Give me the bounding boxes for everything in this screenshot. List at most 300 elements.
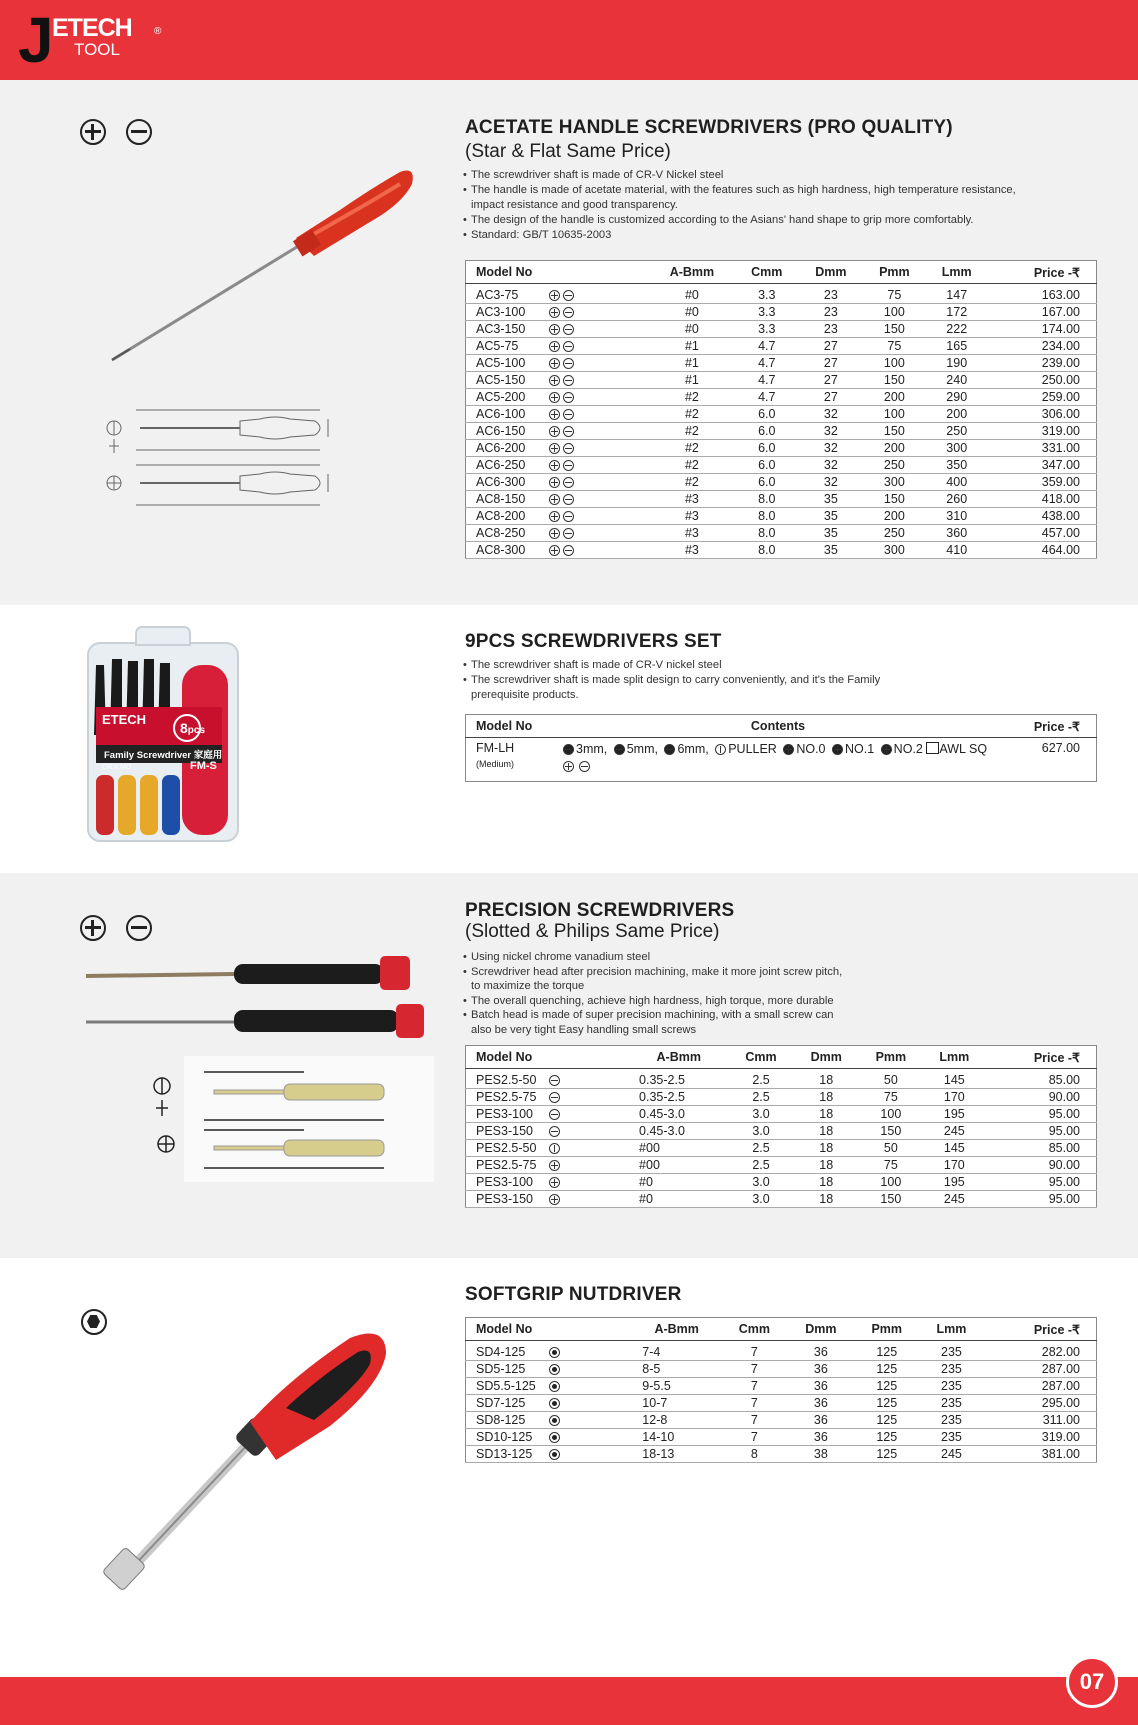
sec3-subtitle: (Slotted & Philips Same Price) [465, 921, 720, 942]
value-cell: 7 [721, 1344, 787, 1361]
model-cell [466, 304, 650, 321]
value-cell: 125 [854, 1395, 919, 1412]
footer-bar [0, 1677, 1138, 1725]
value-cell: 235 [919, 1429, 983, 1446]
phillips-icon [80, 915, 106, 941]
phillips-icon [549, 1194, 560, 1205]
model-cell [466, 542, 650, 559]
value-cell: 4.7 [735, 355, 799, 372]
value-cell: 239.00 [988, 355, 1097, 372]
model-no: SD5.5-125 [476, 1379, 536, 1393]
value-cell: 282.00 [984, 1344, 1097, 1361]
value-cell: #1 [649, 372, 735, 389]
value-cell: 200 [863, 389, 926, 406]
value-cell: 250 [926, 423, 988, 440]
value-cell: 319.00 [984, 1429, 1097, 1446]
table-row [466, 1140, 1097, 1157]
slotted-icon [563, 392, 574, 403]
value-cell: 3.0 [728, 1191, 793, 1208]
slotted-icon [549, 1109, 560, 1120]
model-no: PES3-100 [476, 1175, 533, 1189]
table-row [466, 1429, 1097, 1446]
value-cell: 240 [926, 372, 988, 389]
phillips-icon [549, 443, 560, 454]
value-cell: 18 [794, 1174, 859, 1191]
table-row [466, 474, 1097, 491]
bullet: prerequisite products. [471, 689, 579, 701]
package-count-number: 8 [180, 720, 188, 736]
model-cell [466, 1344, 633, 1361]
value-cell: 172 [926, 304, 988, 321]
value-cell: 222 [926, 321, 988, 338]
col-price: Price -₹ [988, 261, 1097, 284]
value-cell: 8.0 [735, 491, 799, 508]
value-cell: 2.5 [728, 1072, 793, 1089]
col-d: Dmm [794, 1046, 859, 1069]
table-row [466, 338, 1097, 355]
model-cell [466, 491, 650, 508]
model-no: PES3-150 [476, 1124, 533, 1138]
value-cell: 85.00 [986, 1072, 1097, 1089]
table-row [466, 1344, 1097, 1361]
model-cell [466, 406, 650, 423]
value-cell: 235 [919, 1361, 983, 1378]
value-cell: 9-5.5 [632, 1378, 721, 1395]
value-cell: 38 [788, 1446, 854, 1463]
slotted-icon [563, 375, 574, 386]
value-cell: 4.7 [735, 338, 799, 355]
bullet: • Batch head is made of super precision machining, with a small screw can [463, 1008, 842, 1023]
model-cell [466, 1429, 633, 1446]
col-model: Model No [466, 1046, 630, 1069]
puller-icon [715, 744, 726, 755]
table-row [466, 1157, 1097, 1174]
value-cell: 7-4 [632, 1344, 721, 1361]
value-cell: 359.00 [988, 474, 1097, 491]
table-header [466, 1318, 1097, 1341]
value-cell: 18-13 [632, 1446, 721, 1463]
value-cell: #3 [649, 491, 735, 508]
model-cell [466, 440, 650, 457]
slotted-icon [563, 511, 574, 522]
sec2-bullets [463, 658, 880, 703]
value-cell: 300 [863, 474, 926, 491]
value-cell: 410 [926, 542, 988, 559]
bullet: • The screwdriver shaft is made split design to carry conveniently, and it's the Family [463, 673, 880, 688]
phillips-icon [549, 1160, 560, 1171]
value-cell: #0 [649, 287, 735, 304]
value-cell: 0.45-3.0 [629, 1123, 728, 1140]
value-cell: 418.00 [988, 491, 1097, 508]
slotted-icon [563, 477, 574, 488]
sec4-title: SOFTGRIP NUTDRIVER [465, 1284, 682, 1305]
package-count-unit: pcs [187, 725, 206, 736]
value-cell: 235 [919, 1395, 983, 1412]
awl-icon [926, 742, 939, 754]
value-cell: 36 [788, 1344, 854, 1361]
value-cell: 100 [863, 355, 926, 372]
value-cell: 36 [788, 1412, 854, 1429]
model-no: AC3-75 [476, 288, 519, 302]
model-no: AC8-200 [476, 509, 526, 523]
model-no: FM-LH [476, 741, 515, 755]
value-cell: 3.3 [735, 304, 799, 321]
value-cell: 259.00 [988, 389, 1097, 406]
value-cell: 95.00 [986, 1191, 1097, 1208]
bullet: • Using nickel chrome vanadium steel [463, 950, 842, 965]
precision-screwdriver-image [84, 952, 434, 1182]
table-row [466, 1361, 1097, 1378]
model-note: (Medium) [476, 759, 515, 769]
model-no: SD7-125 [476, 1396, 526, 1410]
table-row [466, 1191, 1097, 1208]
model-no: SD8-125 [476, 1413, 526, 1427]
value-cell: 300 [863, 542, 926, 559]
bullet: • The screwdriver shaft is made of CR-V Nickel steel [463, 168, 1016, 183]
package-line: Family Screwdriver 家庭用 [104, 750, 223, 761]
value-cell: 400 [926, 474, 988, 491]
col-ab: A-Bmm [629, 1046, 728, 1069]
hex-socket-icon [549, 1432, 560, 1443]
value-cell: 35 [799, 542, 863, 559]
slotted-icon [126, 119, 152, 145]
model-no: AC3-100 [476, 305, 526, 319]
model-cell [466, 372, 650, 389]
value-cell: 295.00 [984, 1395, 1097, 1412]
value-cell: 50 [859, 1140, 923, 1157]
model-cell [466, 1174, 630, 1191]
content-item: NO.1 [845, 742, 875, 756]
model-cell [466, 355, 650, 372]
table-row [466, 1106, 1097, 1123]
value-cell: 125 [854, 1412, 919, 1429]
value-cell: 8.0 [735, 525, 799, 542]
phillips-icon [549, 511, 560, 522]
bullet: to maximize the torque [471, 980, 585, 993]
value-cell: #2 [649, 423, 735, 440]
value-cell: 125 [854, 1446, 919, 1463]
model-cell [466, 525, 650, 542]
phillips-icon [563, 761, 574, 772]
value-cell: 165 [926, 338, 988, 355]
model-cell [466, 1089, 630, 1106]
value-cell: 27 [799, 372, 863, 389]
model-cell [466, 389, 650, 406]
model-no: AC8-150 [476, 492, 526, 506]
col-d: Dmm [788, 1318, 854, 1341]
col-contents: Contents [540, 715, 1016, 738]
model-cell [466, 474, 650, 491]
logo-name: ETECH [52, 14, 132, 42]
value-cell: 260 [926, 491, 988, 508]
col-c: Cmm [735, 261, 799, 284]
value-cell: 95.00 [986, 1123, 1097, 1140]
value-cell: 300 [926, 440, 988, 457]
value-cell: 75 [859, 1089, 923, 1106]
model-cell [466, 1123, 630, 1140]
phillips-icon [549, 392, 560, 403]
value-cell: 95.00 [986, 1174, 1097, 1191]
table-row [466, 741, 1097, 782]
value-cell: 170 [923, 1157, 986, 1174]
value-cell: 195 [923, 1106, 986, 1123]
phillips-icon [549, 324, 560, 335]
hex-socket-icon [549, 1415, 560, 1426]
model-cell [466, 1106, 630, 1123]
value-cell: 167.00 [988, 304, 1097, 321]
value-cell: 90.00 [986, 1089, 1097, 1106]
value-cell: 360 [926, 525, 988, 542]
value-cell: #3 [649, 508, 735, 525]
table-row [466, 525, 1097, 542]
value-cell: #1 [649, 338, 735, 355]
hex-socket-icon [549, 1381, 560, 1392]
value-cell: 18 [794, 1191, 859, 1208]
value-cell: 311.00 [984, 1412, 1097, 1429]
sec1-title: ACETATE HANDLE SCREWDRIVERS (PRO QUALITY) [465, 117, 953, 138]
value-cell: 6.0 [735, 406, 799, 423]
sec1-table [465, 260, 1097, 559]
value-cell: 174.00 [988, 321, 1097, 338]
sec3-table [465, 1045, 1097, 1208]
value-cell: 35 [799, 491, 863, 508]
value-cell: 3.0 [728, 1123, 793, 1140]
value-cell: 7 [721, 1395, 787, 1412]
col-model: Model No [466, 261, 650, 284]
value-cell: 18 [794, 1072, 859, 1089]
table-row [466, 287, 1097, 304]
bullet: impact resistance and good transparency. [471, 199, 678, 211]
phillips-icon [549, 341, 560, 352]
value-cell: 150 [863, 321, 926, 338]
sec3-title: PRECISION SCREWDRIVERS [465, 900, 735, 921]
value-cell: #3 [649, 542, 735, 559]
value-cell: 32 [799, 457, 863, 474]
value-cell: 0.35-2.5 [629, 1072, 728, 1089]
logo-sub: TOOL [74, 40, 120, 59]
value-cell: 27 [799, 355, 863, 372]
model-no: AC5-150 [476, 373, 526, 387]
content-item: NO.0 [796, 742, 826, 756]
value-cell: 95.00 [986, 1106, 1097, 1123]
bullet: • The design of the handle is customized according to the Asians' hand shape to grip more comfortably. [463, 213, 1016, 228]
hex-socket-icon [549, 1347, 560, 1358]
value-cell: 150 [863, 372, 926, 389]
col-price: Price -₹ [984, 1318, 1097, 1341]
value-cell: 7 [721, 1361, 787, 1378]
slotted-icon [563, 528, 574, 539]
slotted-icon [126, 915, 152, 941]
value-cell: #2 [649, 440, 735, 457]
acetate-screwdriver-image [100, 160, 420, 370]
value-cell: 7 [721, 1412, 787, 1429]
value-cell: 100 [859, 1174, 923, 1191]
value-cell: #2 [649, 457, 735, 474]
model-cell [466, 1072, 630, 1089]
sec1-bullets [463, 168, 1016, 243]
col-c: Cmm [721, 1318, 787, 1341]
value-cell: 36 [788, 1378, 854, 1395]
slotted-icon [614, 744, 625, 755]
value-cell: 234.00 [988, 338, 1097, 355]
table-row [466, 321, 1097, 338]
model-cell [466, 1191, 630, 1208]
model-no: AC5-200 [476, 390, 526, 404]
value-cell: 90.00 [986, 1157, 1097, 1174]
col-l: Lmm [923, 1046, 986, 1069]
value-cell: 18 [794, 1123, 859, 1140]
phillips-icon [549, 375, 560, 386]
value-cell: 0.35-2.5 [629, 1089, 728, 1106]
bullet: • The overall quenching, achieve high hardness, high torque, more durable [463, 994, 842, 1009]
col-price: Price -₹ [1016, 715, 1097, 738]
phillips-icon [549, 307, 560, 318]
sec3-bullets [463, 950, 842, 1038]
contents-cell [540, 741, 1016, 782]
col-price: Price -₹ [986, 1046, 1097, 1069]
phillips-icon [783, 744, 794, 755]
table-header [466, 1046, 1097, 1069]
pin-icon [549, 1143, 560, 1154]
bullet: • The screwdriver shaft is made of CR-V nickel steel [463, 658, 880, 673]
model-no: SD4-125 [476, 1345, 526, 1359]
slotted-icon [563, 307, 574, 318]
sec3-table-body [466, 1069, 1097, 1208]
value-cell: 75 [859, 1157, 923, 1174]
value-cell: 32 [799, 423, 863, 440]
phillips-icon [549, 477, 560, 488]
value-cell: 32 [799, 474, 863, 491]
value-cell: 27 [799, 338, 863, 355]
model-no: AC6-200 [476, 441, 526, 455]
sec2-title: 9PCS SCREWDRIVERS SET [465, 631, 722, 652]
model-cell [466, 1361, 633, 1378]
col-model: Model No [466, 715, 541, 738]
value-cell: #0 [649, 304, 735, 321]
table-row [466, 1395, 1097, 1412]
value-cell: 235 [919, 1378, 983, 1395]
table-row [466, 457, 1097, 474]
model-no: SD13-125 [476, 1447, 533, 1461]
slotted-icon [563, 443, 574, 454]
value-cell: 125 [854, 1361, 919, 1378]
value-cell: 163.00 [988, 287, 1097, 304]
acetate-dimension-drawing [100, 395, 340, 510]
slotted-icon [563, 744, 574, 755]
value-cell: 36 [788, 1429, 854, 1446]
table-row [466, 440, 1097, 457]
table-row [466, 406, 1097, 423]
content-item: 3mm, [576, 742, 608, 756]
value-cell: 85.00 [986, 1140, 1097, 1157]
value-cell: #3 [649, 525, 735, 542]
slotted-icon [563, 460, 574, 471]
table-row [466, 1446, 1097, 1463]
value-cell: 8.0 [735, 508, 799, 525]
model-no: PES3-150 [476, 1192, 533, 1206]
value-cell: 36 [788, 1395, 854, 1412]
slotted-icon [563, 358, 574, 369]
value-cell: 18 [794, 1106, 859, 1123]
value-cell: 32 [799, 440, 863, 457]
model-no: SD5-125 [476, 1362, 526, 1376]
package-steel: CR.V.MO [102, 764, 132, 771]
value-cell: 18 [794, 1140, 859, 1157]
table-row [466, 389, 1097, 406]
model-cell [466, 457, 650, 474]
sec2-table [465, 714, 1097, 782]
value-cell: 3.0 [728, 1174, 793, 1191]
model-no: PES2.5-75 [476, 1158, 537, 1172]
table-row [466, 508, 1097, 525]
value-cell: 32 [799, 406, 863, 423]
model-cell [466, 338, 650, 355]
model-no: PES3-100 [476, 1107, 533, 1121]
value-cell: 290 [926, 389, 988, 406]
model-cell [466, 741, 541, 782]
model-cell [466, 1378, 633, 1395]
content-item: AWL SQ [939, 742, 988, 756]
slotted-icon [563, 290, 574, 301]
nutdriver-image [100, 1330, 400, 1600]
value-cell: 350 [926, 457, 988, 474]
slotted-icon [563, 545, 574, 556]
model-cell [466, 321, 650, 338]
value-cell: 6.0 [735, 457, 799, 474]
value-cell: #0 [629, 1191, 728, 1208]
content-item: NO.2 [893, 742, 923, 756]
value-cell: 8.0 [735, 542, 799, 559]
table-row [466, 1123, 1097, 1140]
model-no: SD10-125 [476, 1430, 533, 1444]
phillips-icon [549, 494, 560, 505]
hex-socket-icon [549, 1364, 560, 1375]
bullet: • The handle is made of acetate material, with the features such as high hardness, high temperature resistance, [463, 183, 1016, 198]
col-ab: A-Bmm [649, 261, 735, 284]
table-header [466, 715, 1097, 738]
value-cell: 23 [799, 304, 863, 321]
value-cell: 6.0 [735, 423, 799, 440]
phillips-icon [549, 290, 560, 301]
package-count [180, 720, 205, 736]
table-row [466, 1089, 1097, 1106]
value-cell: 100 [863, 304, 926, 321]
value-cell: 10-7 [632, 1395, 721, 1412]
value-cell: 200 [863, 508, 926, 525]
value-cell: 245 [923, 1191, 986, 1208]
col-p: Pmm [863, 261, 926, 284]
slotted-icon [563, 341, 574, 352]
page-number: 07 [1066, 1656, 1118, 1708]
value-cell: 170 [923, 1089, 986, 1106]
value-cell: #0 [629, 1174, 728, 1191]
bullet: • Screwdriver head after precision machining, make it more joint screw pitch, [463, 965, 842, 980]
phillips-icon [80, 119, 106, 145]
phillips-icon [549, 460, 560, 471]
value-cell: 438.00 [988, 508, 1097, 525]
col-p: Pmm [854, 1318, 919, 1341]
header-bar [0, 0, 1138, 80]
table-row [466, 372, 1097, 389]
value-cell: 235 [919, 1412, 983, 1429]
table-row [466, 355, 1097, 372]
phillips-icon [832, 744, 843, 755]
table-row [466, 491, 1097, 508]
col-model: Model No [466, 1318, 633, 1341]
value-cell: 331.00 [988, 440, 1097, 457]
screwdriver-set-image [82, 625, 242, 845]
value-cell: 245 [923, 1123, 986, 1140]
